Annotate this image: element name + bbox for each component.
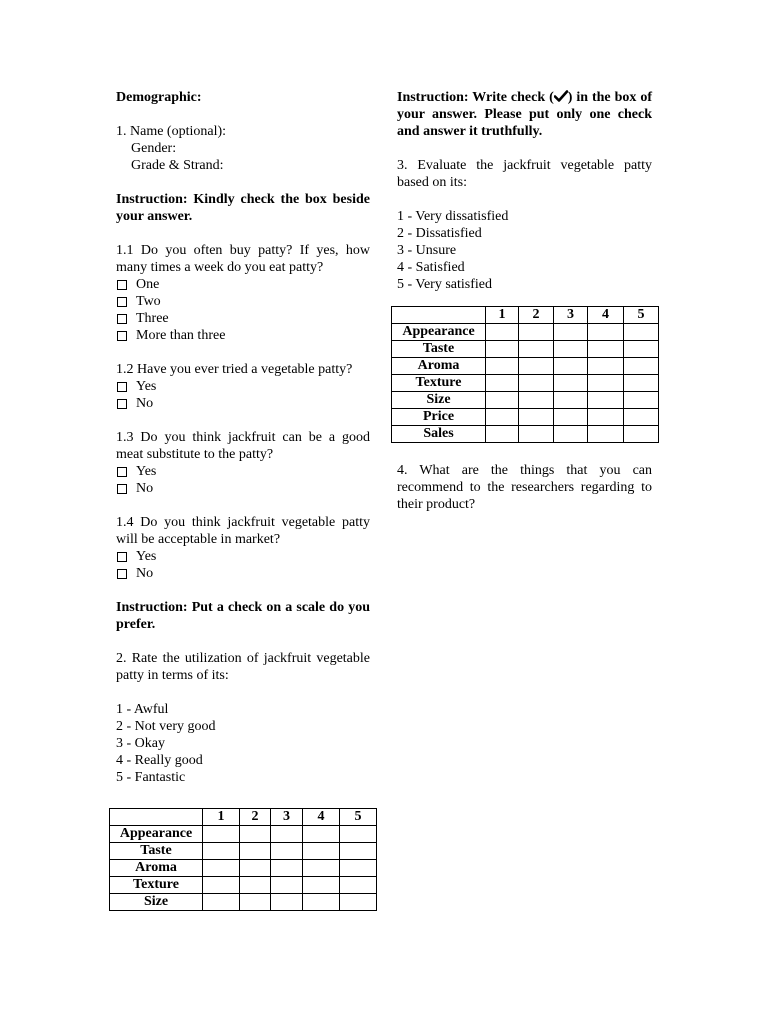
scale-column-header: 2 [240,809,271,826]
option-no[interactable] [116,480,370,497]
checkmark-icon [554,90,568,102]
rating-cell[interactable] [303,826,340,843]
table-row [392,358,659,375]
criterion-label: Aroma [392,358,486,375]
scale-column-header: 2 [519,307,554,324]
rating-cell[interactable] [271,877,303,894]
rating-cell[interactable] [554,358,588,375]
option-three[interactable] [116,310,370,327]
rating-cell[interactable] [303,860,340,877]
criterion-label: Aroma [110,860,203,877]
rating-cell[interactable] [588,341,624,358]
table-row [110,860,377,877]
scale-item: 2 - Not very good [116,719,216,734]
option-one[interactable] [116,276,370,293]
rating-cell[interactable] [486,358,519,375]
instruction-text-after: ) in the box of your answer. Please put only one check and answer it truthfully. [397,90,652,139]
rating-cell[interactable] [203,843,240,860]
rating-cell[interactable] [240,877,271,894]
question-1-3: 1.3 Do you think jackfruit can be a good meat substitute to the patty? [116,430,370,462]
rating-cell[interactable] [554,324,588,341]
right-column [397,89,652,293]
rating-cell[interactable] [519,358,554,375]
rating-cell[interactable] [271,843,303,860]
option-label: Yes [136,549,157,564]
rating-cell[interactable] [240,894,271,911]
rating-cell[interactable] [519,375,554,392]
rating-cell[interactable] [486,341,519,358]
rating-cell[interactable] [203,826,240,843]
scale-item: 5 - Very satisfied [397,277,492,292]
option-yes[interactable] [116,548,370,565]
question-3: 3. Evaluate the jackfruit vegetable patty based on its: [397,158,652,190]
checkbox[interactable] [117,399,127,409]
rating-cell[interactable] [554,375,588,392]
table-header-row [392,307,659,324]
rating-cell[interactable] [519,409,554,426]
option-label: Three [136,311,169,326]
checkbox[interactable] [117,569,127,579]
option-label: No [136,481,154,496]
table-corner-cell [392,307,486,324]
rating-cell[interactable] [240,860,271,877]
rating-cell[interactable] [588,392,624,409]
rating-cell[interactable] [240,826,271,843]
scale-column-header: 4 [588,307,624,324]
criterion-label: Size [392,392,486,409]
scale-item: 4 - Really good [116,753,203,768]
checkbox[interactable] [117,280,127,290]
rating-cell[interactable] [340,860,377,877]
rating-cell[interactable] [624,426,659,443]
option-label: Two [136,294,161,309]
criterion-label: Texture [392,375,486,392]
checkbox[interactable] [117,331,127,341]
criterion-label: Size [110,894,203,911]
rating-table-q3 [391,306,659,443]
table-header-row [110,809,377,826]
rating-cell[interactable] [588,426,624,443]
rating-cell[interactable] [624,392,659,409]
rating-cell[interactable] [486,426,519,443]
option-yes[interactable] [116,378,370,395]
criterion-label: Taste [110,843,203,860]
scale-column-header: 5 [340,809,377,826]
table-corner-cell [110,809,203,826]
option-label: No [136,566,154,581]
scale-column-header: 3 [271,809,303,826]
table-row [392,341,659,358]
rating-cell[interactable] [486,324,519,341]
rating-cell[interactable] [624,324,659,341]
scale-item: 4 - Satisfied [397,260,465,275]
scale-item: 3 - Okay [116,736,165,751]
grade-strand-field-label: Grade & Strand: [131,158,224,173]
question-2: 2. Rate the utilization of jackfruit vegetable patty in terms of its: [116,651,370,683]
table-row [392,324,659,341]
question-1-2: 1.2 Have you ever tried a vegetable patty? [116,362,353,377]
option-two[interactable] [116,293,370,310]
rating-cell[interactable] [588,324,624,341]
option-no[interactable] [116,565,370,582]
table-row [110,826,377,843]
rating-cell[interactable] [588,358,624,375]
option-yes[interactable] [116,463,370,480]
rating-cell[interactable] [486,375,519,392]
gender-field-label: Gender: [131,141,177,156]
rating-cell[interactable] [340,826,377,843]
scale-column-header: 5 [624,307,659,324]
option-label: One [136,277,160,292]
criterion-label: Sales [392,426,486,443]
rating-cell[interactable] [624,358,659,375]
instruction-scale: Instruction: Put a check on a scale do you prefer. [116,600,370,632]
rating-table-q2 [109,808,377,911]
option-label: Yes [136,464,157,479]
scale-column-header: 1 [486,307,519,324]
scale-column-header: 4 [303,809,340,826]
table-row [392,426,659,443]
option-more-than-three[interactable] [116,327,370,344]
question-4: 4. What are the things that you can recommend to the researchers regarding to their product? [397,463,652,512]
option-no[interactable] [116,395,370,412]
question-1-1: 1.1 Do you often buy patty? If yes, how many times a week do you eat patty? [116,243,370,275]
checkbox[interactable] [117,552,127,562]
checkbox[interactable] [117,314,127,324]
table-row [110,894,377,911]
rating-cell[interactable] [271,860,303,877]
checkbox[interactable] [117,484,127,494]
rating-cell[interactable] [554,426,588,443]
rating-cell[interactable] [271,894,303,911]
checkbox[interactable] [117,467,127,477]
rating-cell[interactable] [519,426,554,443]
scale-column-header: 3 [554,307,588,324]
option-label: Yes [136,379,157,394]
rating-cell[interactable] [203,877,240,894]
scale-item: 1 - Awful [116,702,169,717]
instruction-check-box: Instruction: Kindly check the box beside your answer. [116,192,370,224]
option-label: No [136,396,154,411]
name-field-label: 1. Name (optional): [116,124,227,139]
rating-cell[interactable] [303,894,340,911]
table-row [392,375,659,392]
rating-cell[interactable] [303,843,340,860]
rating-cell[interactable] [203,894,240,911]
scale-item: 2 - Dissatisfied [397,226,482,241]
scale-item: 1 - Very dissatisfied [397,209,509,224]
scale-column-header: 1 [203,809,240,826]
table-row [110,877,377,894]
rating-cell[interactable] [624,409,659,426]
option-label: More than three [136,328,226,343]
question-1-4: 1.4 Do you think jackfruit vegetable patty will be acceptable in market? [116,515,370,547]
rating-cell[interactable] [519,392,554,409]
scale-item: 5 - Fantastic [116,770,186,785]
rating-cell[interactable] [340,894,377,911]
rating-cell[interactable] [588,375,624,392]
left-column [116,89,370,786]
rating-cell[interactable] [554,409,588,426]
criterion-label: Texture [110,877,203,894]
rating-cell[interactable] [519,324,554,341]
table-row [392,409,659,426]
criterion-label: Appearance [110,826,203,843]
instruction-text-before: Instruction: Write check ( [397,90,554,105]
demographic-heading: Demographic: [116,90,202,105]
criterion-label: Price [392,409,486,426]
table-row [392,392,659,409]
checkbox[interactable] [117,382,127,392]
scale-item: 3 - Unsure [397,243,457,258]
rating-cell[interactable] [240,843,271,860]
rating-cell[interactable] [303,877,340,894]
rating-cell[interactable] [554,392,588,409]
table-row [110,843,377,860]
rating-cell[interactable] [340,877,377,894]
rating-cell[interactable] [519,341,554,358]
checkbox[interactable] [117,297,127,307]
rating-cell[interactable] [340,843,377,860]
rating-cell[interactable] [203,860,240,877]
instruction-write-check [397,89,652,140]
criterion-label: Taste [392,341,486,358]
rating-cell[interactable] [624,375,659,392]
rating-cell[interactable] [486,409,519,426]
rating-cell[interactable] [624,341,659,358]
criterion-label: Appearance [392,324,486,341]
rating-cell[interactable] [486,392,519,409]
rating-cell[interactable] [588,409,624,426]
rating-cell[interactable] [554,341,588,358]
rating-cell[interactable] [271,826,303,843]
